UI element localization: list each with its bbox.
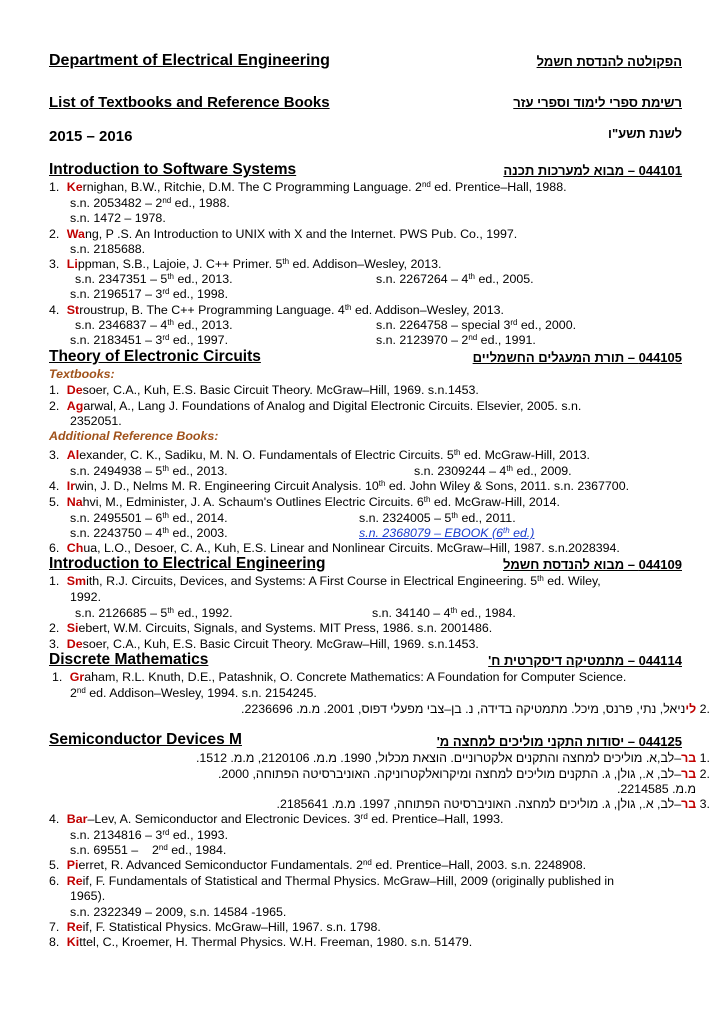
course-title: Theory of Electronic Circuits xyxy=(49,348,261,365)
serial-number: s.n. 2347351 – 5th ed., 2013. xyxy=(75,272,233,286)
academic-year-hebrew: לשנת תשע"ו xyxy=(608,126,682,141)
course-title-hebrew: 044101 – מבוא למערכות תכנה xyxy=(503,163,682,178)
list-title: List of Textbooks and Reference Books xyxy=(49,94,330,111)
serial-number: s.n. 2126685 – 5th ed., 1992. xyxy=(75,606,233,620)
list-item: 5. Pierret, R. Advanced Semiconductor Fundamentals. 2nd ed. Prentice–Hall, 2003. s.n. 2248908. xyxy=(49,858,587,872)
list-item-hebrew: .2 בר–לב, א., גולן, ג. התקנים מוליכים למחצה ומיקרואלקטרוניקה. האוניברסיטה הפתוחה, 2000. xyxy=(217,767,710,781)
author-initial: Wa xyxy=(66,227,85,241)
author-initial: De xyxy=(66,637,83,651)
edition-suffix: nd xyxy=(421,180,431,189)
course-title-hebrew: 044114 – מתמטיקה דיסקרטית ח' xyxy=(488,653,682,668)
serial-number-hebrew: מ.מ. 2214585. xyxy=(616,782,696,796)
list-item: 8. Kittel, C., Kroemer, H. Thermal Physics. W.H. Freeman, 1980. s.n. 51479. xyxy=(49,935,473,949)
course-title-hebrew: 044125 – יסודות התקני מוליכים למחצה מ' xyxy=(436,734,682,749)
author-initial: Al xyxy=(66,448,80,462)
author-initial: Pi xyxy=(66,858,79,872)
author-initial: Bar xyxy=(66,812,88,826)
author-initial: De xyxy=(66,383,83,397)
list-item: 4. Bar–Lev, A. Semiconductor and Electronic Devices. 3rd ed. Prentice–Hall, 1993. xyxy=(49,812,504,826)
author-initial: Ag xyxy=(66,399,84,413)
department-title-hebrew: הפקולטה להנדסת חשמל xyxy=(536,54,682,69)
list-item-hebrew: .2 ליניאל, נתי, פרנס, מיכל. מתמטיקה בדידה, נ. בן–צבי מפעלי דפוס, 2001. מ.מ. 2236696. xyxy=(241,702,710,716)
author-initial: Ki xyxy=(66,935,80,949)
course-title-hebrew: 044109 – מבוא להנדסת חשמל xyxy=(503,557,682,572)
author-initial: Ke xyxy=(66,180,83,194)
ebook-link[interactable]: s.n. 2368079 – EBOOK (6th ed.) xyxy=(359,526,535,540)
serial-number: s.n. 2322349 – 2009, s.n. 14584 -1965. xyxy=(70,905,287,919)
list-item: 4. Stroustrup, B. The C++ Programming Language. 4th ed. Addison–Wesley, 2013. xyxy=(49,303,504,317)
author-initial: Re xyxy=(66,874,83,888)
list-item xyxy=(49,180,567,194)
list-item: 1. Desoer, C.A., Kuh, E.S. Basic Circuit Theory. McGraw–Hill, 1969. s.n.1453. xyxy=(49,383,479,397)
serial-number: s.n. 2346837 – 4th ed., 2013. xyxy=(75,318,233,332)
serial-number: 2352051. xyxy=(70,414,122,428)
serial-number: s.n. 69551 – 2nd ed., 1984. xyxy=(70,843,227,857)
serial-number: s.n. 2053482 – 2nd ed., 1988. xyxy=(70,196,230,210)
list-item: 3. Alexander, C. K., Sadiku, M. N. O. Fundamentals of Electric Circuits. 5th ed. McGraw-Hill, 2013. xyxy=(49,448,590,462)
academic-year: 2015 – 2016 xyxy=(49,128,133,145)
author-initial: Li xyxy=(66,257,78,271)
list-item: 1. Smith, R.J. Circuits, Devices, and Systems: A First Course in Electrical Engineering. 5th ed. Wiley, xyxy=(49,574,601,588)
serial-number: s.n. 2134816 – 3rd ed., 1993. xyxy=(70,828,229,842)
subheading-textbooks: Textbooks: xyxy=(49,367,115,381)
serial-number: 1965). xyxy=(70,889,106,903)
book-citation-tail: ed. Prentice–Hall, 1988. xyxy=(430,180,567,194)
serial-number: s.n. 2196517 – 3rd ed., 1998. xyxy=(70,287,229,301)
author-initial: בר xyxy=(681,767,697,781)
serial-number: s.n. 2267264 – 4th ed., 2005. xyxy=(376,272,534,286)
serial-number: s.n. 2183451 – 3rd ed., 1997. xyxy=(70,333,229,347)
serial-number: s.n. 1472 – 1978. xyxy=(70,211,166,225)
course-title: Semiconductor Devices M xyxy=(49,731,242,748)
course-title: Introduction to Electrical Engineering xyxy=(49,555,326,572)
author-initial: Ch xyxy=(66,541,84,555)
author-initial: Re xyxy=(66,920,83,934)
course-title: Discrete Mathematics xyxy=(49,651,209,668)
serial-number: s.n. 2309244 – 4th ed., 2009. xyxy=(414,464,572,478)
serial-number: 1992. xyxy=(70,590,102,604)
department-title: Department of Electrical Engineering xyxy=(49,52,330,69)
serial-number: s.n. 34140 – 4th ed., 1984. xyxy=(372,606,516,620)
author-initial: בר xyxy=(681,797,697,811)
subheading-additional: Additional Reference Books: xyxy=(49,429,219,443)
serial-number: s.n. 2324005 – 5th ed., 2011. xyxy=(359,511,516,525)
list-item: 4. Irwin, J. D., Nelms M. R. Engineering Circuit Analysis. 10th ed. John Wiley & Sons, 2011. s.n. 2367700. xyxy=(49,479,630,493)
list-title-hebrew: רשימת ספרי לימוד וספרי עזר xyxy=(513,95,682,110)
author-initial: Sm xyxy=(66,574,87,588)
author-initial: Ir xyxy=(66,479,76,493)
list-item: 1. Graham, R.L. Knuth, D.E., Patashnik, O. Concrete Mathematics: A Foundation for Computer Science. xyxy=(52,670,627,684)
serial-number: s.n. 2185688. xyxy=(70,242,146,256)
author-initial: לי xyxy=(685,702,697,716)
serial-number: 2nd ed. Addison–Wesley, 1994. s.n. 2154245. xyxy=(70,686,317,700)
list-item: 2. Wang, P .S. An Introduction to UNIX with X and the Internet. PWS Pub. Co., 1997. xyxy=(49,227,518,241)
serial-number: s.n. 2494938 – 5th ed., 2013. xyxy=(70,464,228,478)
book-citation: rnighan, B.W., Ritchie, D.M. The C Programming Language. 2 xyxy=(82,180,422,194)
serial-number: s.n. 2243750 – 4th ed., 2003. xyxy=(70,526,228,540)
author-initial: Na xyxy=(66,495,83,509)
list-item: 6. Chua, L.O., Desoer, C. A., Kuh, E.S. Linear and Nonlinear Circuits. McGraw–Hill, 1987. s.n.2028394. xyxy=(49,541,620,555)
author-initial: Gr xyxy=(69,670,85,684)
list-item: 7. Reif, F. Statistical Physics. McGraw–Hill, 1967. s.n. 1798. xyxy=(49,920,381,934)
course-title: Introduction to Software Systems xyxy=(49,161,297,178)
item-number: 1. xyxy=(49,180,60,194)
serial-number: s.n. 2123970 – 2nd ed., 1991. xyxy=(376,333,536,347)
list-item-hebrew: .1 בר–לב,א. מוליכים למחצה והתקנים אלקטרוניים. הוצאת מכלול, 1990. מ.מ. 2120106, מ.מ. 1512. xyxy=(195,751,710,765)
list-item: 2. Siebert, W.M. Circuits, Signals, and Systems. MIT Press, 1986. s.n. 2001486. xyxy=(49,621,493,635)
list-item: 5. Nahvi, M., Edminister, J. A. Schaum's Outlines Electric Circuits. 6th ed. McGraw-Hill, 2014. xyxy=(49,495,560,509)
list-item: 3. Lippman, S.B., Lajoie, J. C++ Primer. 5th ed. Addison–Wesley, 2013. xyxy=(49,257,442,271)
course-title-hebrew: 044105 – תורת המעגלים החשמליים xyxy=(472,350,682,365)
author-initial: בר xyxy=(681,751,697,765)
list-item: 2. Agarwal, A., Lang J. Foundations of Analog and Digital Electronic Circuits. Elsevier, 2005. s.n. xyxy=(49,399,582,413)
list-item: 3. Desoer, C.A., Kuh, E.S. Basic Circuit Theory. McGraw–Hill, 1969. s.n.1453. xyxy=(49,637,479,651)
list-item-hebrew: .3 בר–לב, א., גולן, ג. מוליכים למחצה. האוניברסיטה הפתוחה, 1997. מ.מ. 2185641. xyxy=(276,797,710,811)
list-item: 6. Reif, F. Fundamentals of Statistical and Thermal Physics. McGraw–Hill, 2009 (originally published in xyxy=(49,874,615,888)
author-initial: St xyxy=(66,303,80,317)
serial-number: s.n. 2264758 – special 3rd ed., 2000. xyxy=(376,318,577,332)
author-initial: Si xyxy=(66,621,79,635)
serial-number: s.n. 2495501 – 6th ed., 2014. xyxy=(70,511,228,525)
